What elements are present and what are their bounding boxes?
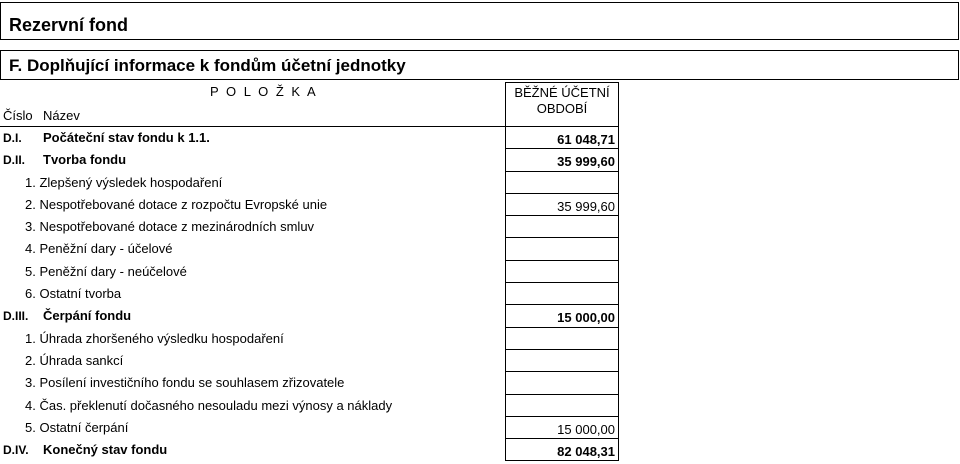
- table-row: [0, 350, 619, 372]
- row-value-cell: [505, 395, 619, 417]
- row-value-cell: [505, 172, 619, 194]
- row-value-cell: [505, 439, 619, 461]
- table-row: [0, 172, 619, 194]
- row-name: 4. Peněžní dary - účelové: [25, 241, 173, 257]
- row-name: 3. Posílení investičního fondu se souhlasem zřizovatele: [25, 375, 345, 391]
- table-row: [0, 238, 619, 260]
- section-header: [0, 50, 959, 80]
- row-value-cell: [505, 350, 619, 372]
- row-value-cell: [505, 305, 619, 327]
- table-row: [0, 149, 619, 171]
- header-value: [506, 85, 618, 117]
- table-row: [0, 194, 619, 216]
- row-name: 1. Zlepšený výsledek hospodaření: [25, 174, 223, 190]
- row-name: Konečný stav fondu: [43, 442, 168, 458]
- header-cislo: Číslo: [3, 108, 33, 123]
- row-value-cell: [505, 238, 619, 260]
- table-row: [0, 372, 619, 394]
- table-row: [0, 305, 619, 327]
- row-value: 35 999,60: [557, 198, 615, 214]
- row-name: Tvorba fondu: [43, 152, 127, 168]
- row-value: 61 048,71: [557, 132, 615, 147]
- row-name: Počáteční stav fondu k 1.1.: [43, 130, 210, 145]
- table-row: [0, 395, 619, 417]
- row-value-cell: [505, 372, 619, 394]
- table-row: [0, 261, 619, 283]
- row-value-cell: [505, 328, 619, 350]
- section-title: F. Doplňující informace k fondům účetní jednotky: [9, 56, 406, 75]
- header-value-column: [505, 82, 619, 126]
- header-nazev: Název: [43, 108, 80, 123]
- row-value: 15 000,00: [557, 310, 615, 326]
- row-value-cell: [505, 261, 619, 283]
- row-value-cell: [505, 283, 619, 305]
- table-row: [0, 417, 619, 439]
- row-name: 1. Úhrada zhoršeného výsledku hospodaření: [25, 330, 284, 346]
- row-name: Čerpání fondu: [43, 308, 132, 324]
- title-box: [0, 2, 959, 40]
- table-row: [0, 328, 619, 350]
- row-value: 35 999,60: [557, 154, 615, 170]
- table-row: [0, 216, 619, 238]
- row-value: 82 048,31: [557, 444, 615, 460]
- table-row: [0, 439, 619, 461]
- row-name: 4. Čas. překlenutí dočasného nesouladu mezi výnosy a náklady: [25, 397, 393, 413]
- row-code: D.III.: [3, 309, 29, 324]
- table-row: [0, 283, 619, 305]
- table-row: [0, 127, 619, 149]
- row-name: 5. Peněžní dary - neúčelové: [25, 263, 187, 279]
- row-name: 5. Ostatní čerpání: [25, 419, 129, 435]
- row-code: D.IV.: [3, 443, 29, 458]
- row-name: 2. Úhrada sankcí: [25, 352, 124, 368]
- row-value-cell: [505, 127, 619, 149]
- row-code: D.I.: [3, 131, 22, 145]
- row-name: 6. Ostatní tvorba: [25, 286, 122, 302]
- row-value-cell: [505, 216, 619, 238]
- row-value-cell: [505, 417, 619, 439]
- fund-table: [0, 82, 619, 461]
- header-polozka: P O L O Ž K A: [210, 84, 318, 99]
- table-header: [0, 82, 619, 127]
- row-code: D.II.: [3, 153, 26, 168]
- row-name: 2. Nespotřebované dotace z rozpočtu Evropské unie: [25, 196, 328, 212]
- row-value-cell: [505, 194, 619, 216]
- header-value-line2: OBDOBÍ: [536, 101, 588, 116]
- row-value: 15 000,00: [557, 421, 615, 437]
- page-title: Rezervní fond: [9, 15, 129, 35]
- row-value-cell: [505, 149, 619, 171]
- row-name: 3. Nespotřebované dotace z mezinárodních smluv: [25, 219, 315, 235]
- header-value-line1: BĚŽNÉ ÚČETNÍ: [514, 85, 610, 100]
